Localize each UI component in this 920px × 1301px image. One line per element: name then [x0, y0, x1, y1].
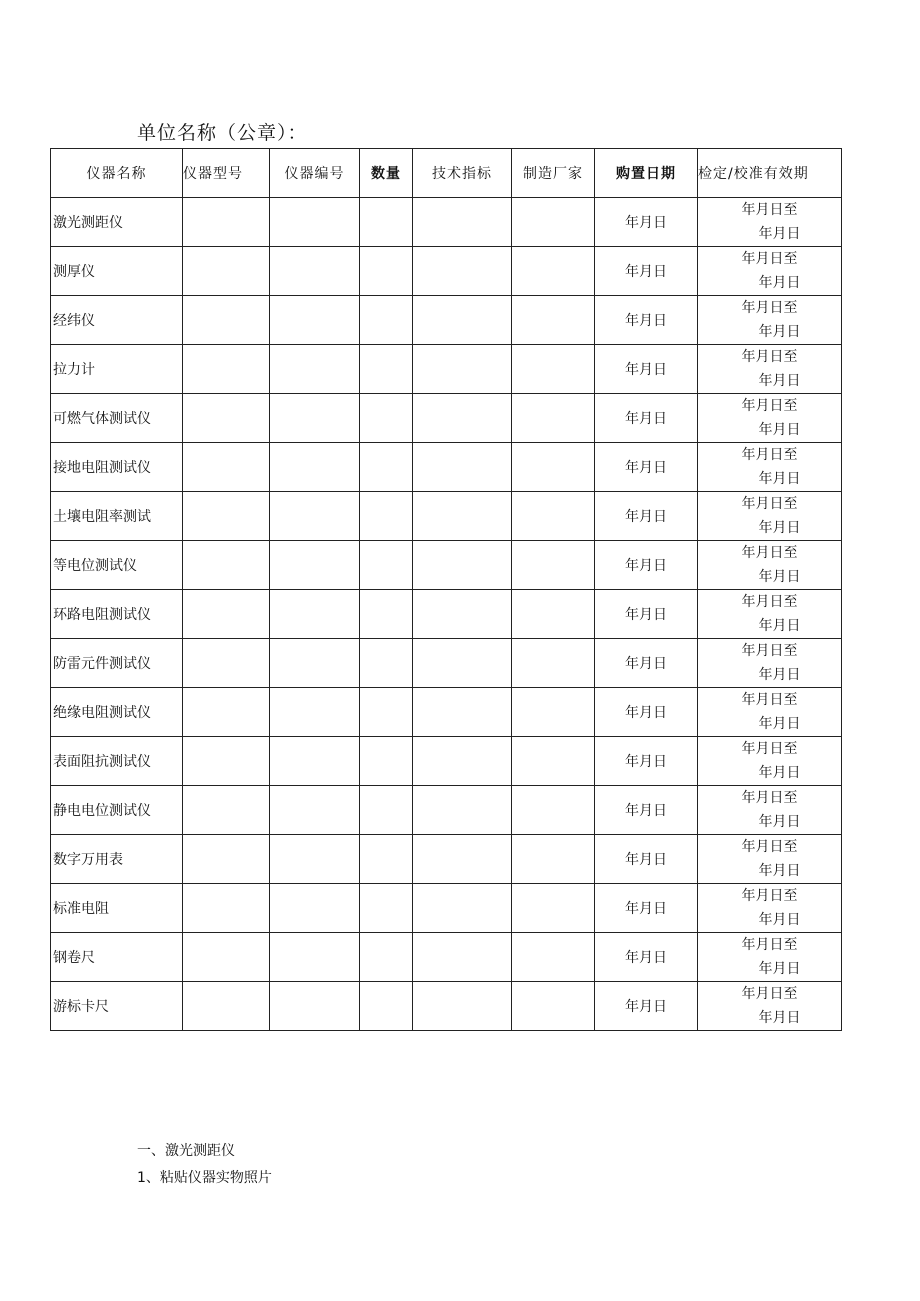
table-row: [51, 492, 842, 541]
instrument-name-cell: 环路电阻测试仪: [51, 590, 183, 639]
instrument-number-cell[interactable]: [270, 394, 360, 443]
header-instrument-model: 仪器型号: [183, 149, 270, 198]
header-instrument-number: 仪器编号: [270, 149, 360, 198]
section-subtitle: 1、粘贴仪器实物照片: [137, 1170, 272, 1186]
technical-spec-cell[interactable]: [413, 835, 512, 884]
instrument-number-cell[interactable]: [270, 933, 360, 982]
table-row: [51, 835, 842, 884]
instrument-model-cell[interactable]: [183, 443, 270, 492]
quantity-cell[interactable]: [360, 394, 413, 443]
instrument-model-cell[interactable]: [183, 737, 270, 786]
validity-from: 年月日至: [741, 496, 798, 512]
validity-from: 年月日至: [741, 986, 798, 1002]
instrument-model-cell[interactable]: [183, 492, 270, 541]
instrument-number-cell[interactable]: [270, 688, 360, 737]
validity-from: 年月日至: [741, 839, 798, 855]
instrument-model-cell[interactable]: [183, 296, 270, 345]
purchase-date-cell: 年月日: [595, 296, 698, 345]
calibration-validity-cell: [698, 296, 842, 345]
table-row: [51, 786, 842, 835]
instrument-model-cell[interactable]: [183, 884, 270, 933]
quantity-cell[interactable]: [360, 296, 413, 345]
table-row: [51, 737, 842, 786]
quantity-cell[interactable]: [360, 737, 413, 786]
instrument-model-cell[interactable]: [183, 394, 270, 443]
validity-from: 年月日至: [741, 300, 798, 316]
instrument-number-cell[interactable]: [270, 247, 360, 296]
instrument-name-cell: 游标卡尺: [51, 982, 183, 1031]
validity-from: 年月日至: [741, 692, 798, 708]
instrument-model-cell[interactable]: [183, 198, 270, 247]
validity-to: 年月日: [758, 471, 801, 487]
validity-from: 年月日至: [741, 447, 798, 463]
manufacturer-cell[interactable]: [512, 933, 595, 982]
instrument-model-cell[interactable]: [183, 982, 270, 1031]
validity-to: 年月日: [758, 569, 801, 585]
validity-from: 年月日至: [741, 888, 798, 904]
technical-spec-cell[interactable]: [413, 296, 512, 345]
manufacturer-cell[interactable]: [512, 982, 595, 1031]
quantity-cell[interactable]: [360, 982, 413, 1031]
manufacturer-cell[interactable]: [512, 443, 595, 492]
instrument-model-cell[interactable]: [183, 590, 270, 639]
table-row: [51, 884, 842, 933]
instrument-number-cell[interactable]: [270, 639, 360, 688]
technical-spec-cell[interactable]: [413, 443, 512, 492]
calibration-validity-cell: [698, 443, 842, 492]
calibration-validity-cell: [698, 345, 842, 394]
validity-to: 年月日: [758, 618, 801, 634]
calibration-validity-cell: [698, 492, 842, 541]
instrument-model-cell[interactable]: [183, 345, 270, 394]
manufacturer-cell[interactable]: [512, 541, 595, 590]
calibration-validity-cell: [698, 688, 842, 737]
manufacturer-cell[interactable]: [512, 639, 595, 688]
validity-from: 年月日至: [741, 202, 798, 218]
quantity-cell[interactable]: [360, 884, 413, 933]
calibration-validity-cell: [698, 982, 842, 1031]
calibration-validity-cell: [698, 394, 842, 443]
validity-to: 年月日: [758, 275, 801, 291]
quantity-cell[interactable]: [360, 198, 413, 247]
instrument-name-cell: 数字万用表: [51, 835, 183, 884]
quantity-cell[interactable]: [360, 835, 413, 884]
instrument-name-cell: 拉力计: [51, 345, 183, 394]
manufacturer-cell[interactable]: [512, 247, 595, 296]
table-row: [51, 541, 842, 590]
validity-to: 年月日: [758, 912, 801, 928]
table-row: [51, 443, 842, 492]
instrument-number-cell[interactable]: [270, 296, 360, 345]
instrument-number-cell[interactable]: [270, 835, 360, 884]
validity-from: 年月日至: [741, 937, 798, 953]
manufacturer-cell[interactable]: [512, 786, 595, 835]
technical-spec-cell[interactable]: [413, 541, 512, 590]
manufacturer-cell[interactable]: [512, 884, 595, 933]
table-row: [51, 982, 842, 1031]
validity-to: 年月日: [758, 324, 801, 340]
validity-to: 年月日: [758, 863, 801, 879]
calibration-validity-cell: [698, 247, 842, 296]
quantity-cell[interactable]: [360, 443, 413, 492]
calibration-validity-cell: [698, 884, 842, 933]
purchase-date-cell: 年月日: [595, 590, 698, 639]
technical-spec-cell[interactable]: [413, 492, 512, 541]
table-header-row: [51, 149, 842, 198]
instrument-name-cell: 接地电阻测试仪: [51, 443, 183, 492]
validity-from: 年月日至: [741, 790, 798, 806]
equipment-table: [50, 148, 842, 1031]
instrument-name-cell: 激光测距仪: [51, 198, 183, 247]
purchase-date-cell: 年月日: [595, 884, 698, 933]
table-row: [51, 247, 842, 296]
manufacturer-cell[interactable]: [512, 296, 595, 345]
manufacturer-cell[interactable]: [512, 345, 595, 394]
purchase-date-cell: 年月日: [595, 933, 698, 982]
instrument-name-cell: 土壤电阻率测试: [51, 492, 183, 541]
validity-from: 年月日至: [741, 741, 798, 757]
quantity-cell[interactable]: [360, 541, 413, 590]
technical-spec-cell[interactable]: [413, 786, 512, 835]
validity-to: 年月日: [758, 814, 801, 830]
instrument-number-cell[interactable]: [270, 884, 360, 933]
instrument-model-cell[interactable]: [183, 541, 270, 590]
quantity-cell[interactable]: [360, 639, 413, 688]
validity-from: 年月日至: [741, 251, 798, 267]
technical-spec-cell[interactable]: [413, 394, 512, 443]
validity-from: 年月日至: [741, 349, 798, 365]
instrument-number-cell[interactable]: [270, 982, 360, 1031]
instrument-name-cell: 防雷元件测试仪: [51, 639, 183, 688]
instrument-name-cell: 经纬仪: [51, 296, 183, 345]
validity-to: 年月日: [758, 520, 801, 536]
instrument-model-cell[interactable]: [183, 786, 270, 835]
instrument-number-cell[interactable]: [270, 590, 360, 639]
instrument-model-cell[interactable]: [183, 835, 270, 884]
table-row: [51, 296, 842, 345]
quantity-cell[interactable]: [360, 688, 413, 737]
purchase-date-cell: 年月日: [595, 247, 698, 296]
technical-spec-cell[interactable]: [413, 198, 512, 247]
calibration-validity-cell: [698, 541, 842, 590]
calibration-validity-cell: [698, 198, 842, 247]
validity-to: 年月日: [758, 765, 801, 781]
table-row: [51, 688, 842, 737]
table-row: [51, 198, 842, 247]
validity-from: 年月日至: [741, 643, 798, 659]
quantity-cell[interactable]: [360, 345, 413, 394]
purchase-date-cell: 年月日: [595, 394, 698, 443]
instrument-name-cell: 表面阻抗测试仪: [51, 737, 183, 786]
technical-spec-cell[interactable]: [413, 247, 512, 296]
purchase-date-cell: 年月日: [595, 345, 698, 394]
purchase-date-cell: 年月日: [595, 786, 698, 835]
purchase-date-cell: 年月日: [595, 541, 698, 590]
instrument-number-cell[interactable]: [270, 541, 360, 590]
instrument-name-cell: 等电位测试仪: [51, 541, 183, 590]
quantity-cell[interactable]: [360, 786, 413, 835]
quantity-cell[interactable]: [360, 492, 413, 541]
quantity-cell[interactable]: [360, 590, 413, 639]
validity-to: 年月日: [758, 961, 801, 977]
manufacturer-cell[interactable]: [512, 492, 595, 541]
instrument-model-cell[interactable]: [183, 688, 270, 737]
manufacturer-cell[interactable]: [512, 394, 595, 443]
manufacturer-cell[interactable]: [512, 688, 595, 737]
section-title: 一、激光测距仪: [137, 1143, 235, 1159]
header-quantity: 数量: [360, 149, 413, 198]
validity-to: 年月日: [758, 226, 801, 242]
validity-to: 年月日: [758, 667, 801, 683]
instrument-number-cell[interactable]: [270, 443, 360, 492]
purchase-date-cell: 年月日: [595, 835, 698, 884]
header-calibration-validity: 检定/校准有效期: [698, 149, 842, 198]
table-body: [51, 198, 842, 1031]
calibration-validity-cell: [698, 835, 842, 884]
technical-spec-cell[interactable]: [413, 884, 512, 933]
validity-to: 年月日: [758, 1010, 801, 1026]
manufacturer-cell[interactable]: [512, 835, 595, 884]
instrument-name-cell: 绝缘电阻测试仪: [51, 688, 183, 737]
calibration-validity-cell: [698, 933, 842, 982]
quantity-cell[interactable]: [360, 933, 413, 982]
technical-spec-cell[interactable]: [413, 639, 512, 688]
instrument-number-cell[interactable]: [270, 786, 360, 835]
header-instrument-name: 仪器名称: [51, 149, 183, 198]
calibration-validity-cell: [698, 786, 842, 835]
purchase-date-cell: 年月日: [595, 198, 698, 247]
technical-spec-cell[interactable]: [413, 737, 512, 786]
header-manufacturer: 制造厂家: [512, 149, 595, 198]
purchase-date-cell: 年月日: [595, 737, 698, 786]
table-row: [51, 394, 842, 443]
manufacturer-cell[interactable]: [512, 737, 595, 786]
validity-from: 年月日至: [741, 398, 798, 414]
technical-spec-cell[interactable]: [413, 688, 512, 737]
header-purchase-date: 购置日期: [595, 149, 698, 198]
manufacturer-cell[interactable]: [512, 198, 595, 247]
instrument-number-cell[interactable]: [270, 198, 360, 247]
instrument-model-cell[interactable]: [183, 933, 270, 982]
table-row: [51, 639, 842, 688]
instrument-number-cell[interactable]: [270, 345, 360, 394]
unit-name-label: 单位名称（公章）：: [137, 122, 308, 144]
purchase-date-cell: 年月日: [595, 688, 698, 737]
technical-spec-cell[interactable]: [413, 345, 512, 394]
table-row: [51, 590, 842, 639]
calibration-validity-cell: [698, 737, 842, 786]
instrument-name-cell: 钢卷尺: [51, 933, 183, 982]
manufacturer-cell[interactable]: [512, 590, 595, 639]
header-technical-spec: 技术指标: [413, 149, 512, 198]
quantity-cell[interactable]: [360, 247, 413, 296]
purchase-date-cell: 年月日: [595, 982, 698, 1031]
instrument-number-cell[interactable]: [270, 737, 360, 786]
purchase-date-cell: 年月日: [595, 639, 698, 688]
instrument-name-cell: 测厚仪: [51, 247, 183, 296]
instrument-name-cell: 静电电位测试仪: [51, 786, 183, 835]
validity-to: 年月日: [758, 373, 801, 389]
technical-spec-cell[interactable]: [413, 933, 512, 982]
calibration-validity-cell: [698, 639, 842, 688]
validity-from: 年月日至: [741, 545, 798, 561]
technical-spec-cell[interactable]: [413, 590, 512, 639]
calibration-validity-cell: [698, 590, 842, 639]
validity-to: 年月日: [758, 422, 801, 438]
instrument-model-cell[interactable]: [183, 639, 270, 688]
instrument-model-cell[interactable]: [183, 247, 270, 296]
table-row: [51, 933, 842, 982]
purchase-date-cell: 年月日: [595, 492, 698, 541]
instrument-name-cell: 可燃气体测试仪: [51, 394, 183, 443]
purchase-date-cell: 年月日: [595, 443, 698, 492]
instrument-name-cell: 标准电阻: [51, 884, 183, 933]
validity-to: 年月日: [758, 716, 801, 732]
validity-from: 年月日至: [741, 594, 798, 610]
table-row: [51, 345, 842, 394]
technical-spec-cell[interactable]: [413, 982, 512, 1031]
instrument-number-cell[interactable]: [270, 492, 360, 541]
